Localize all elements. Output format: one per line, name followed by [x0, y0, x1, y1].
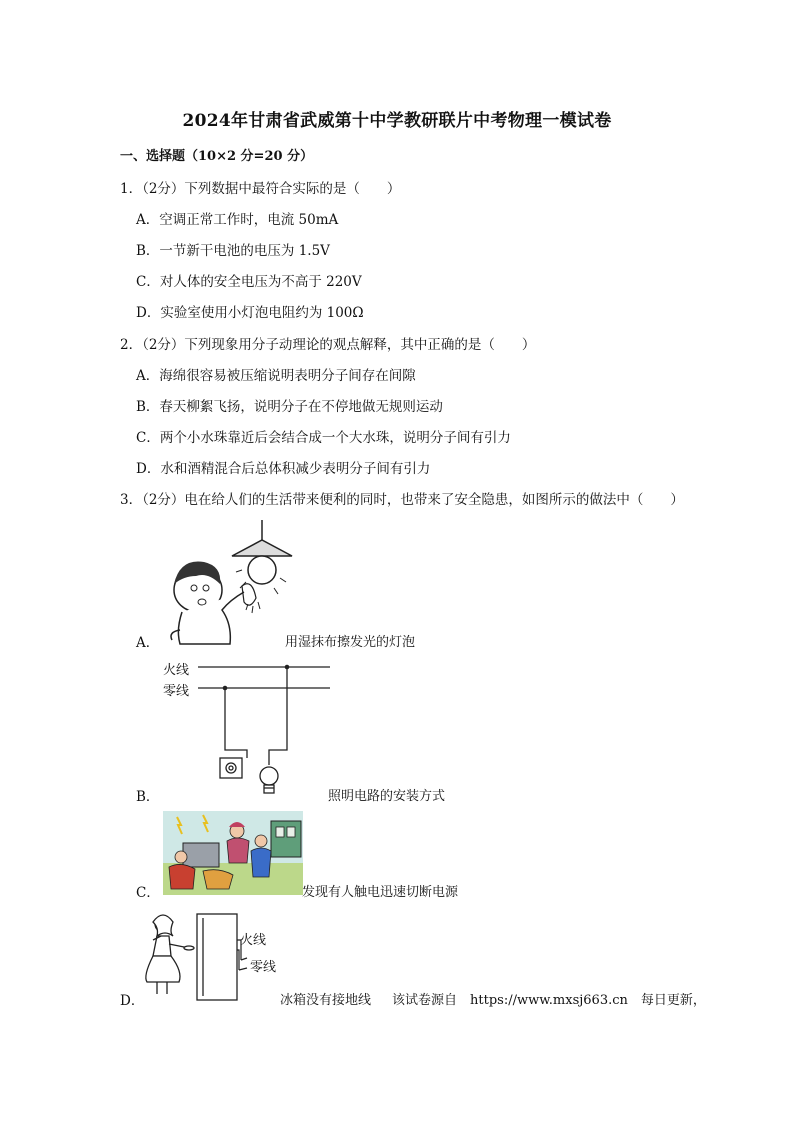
question-2-option-d: D．水和酒精混合后总体积减少表明分子间有引力	[136, 461, 431, 477]
question-3-option-b-letter: B．	[136, 789, 160, 805]
question-3-option-b-caption: 照明电路的安装方式	[328, 789, 446, 804]
question-3-option-d-caption: 冰箱没有接地线	[280, 993, 372, 1008]
question-3-option-c-letter: C．	[136, 885, 160, 901]
question-2-option-c: C．两个小水珠靠近后会结合成一个大水珠，说明分子间有引力	[136, 430, 511, 446]
page-title: 2024年甘肃省武威第十中学教研联片中考物理一模试卷	[182, 111, 612, 131]
wet-cloth-bulb-illustration	[160, 520, 290, 645]
question-3-option-a-caption: 用湿抹布擦发光的灯泡	[285, 635, 416, 650]
power-cutoff-rescue-illustration	[163, 811, 303, 895]
question-2-stem: 2．（2分）下列现象用分子动理论的观点解释，其中正确的是（ ）	[120, 337, 536, 353]
lighting-circuit-diagram	[195, 660, 335, 800]
question-3-option-d-letter: D．	[120, 993, 145, 1009]
neutral-wire-label: 零线	[163, 684, 190, 699]
live-wire-label: 火线	[163, 663, 190, 678]
question-1-option-d: D．实验室使用小灯泡电阻约为 100Ω	[136, 305, 364, 321]
question-2-option-a: A．海绵很容易被压缩说明表明分子间存在间隙	[136, 368, 416, 384]
question-1-stem: 1．（2分）下列数据中最符合实际的是（ ）	[120, 181, 401, 197]
fridge-neutral-wire-label: 零线	[250, 960, 277, 975]
fridge-live-wire-label: 火线	[240, 933, 267, 948]
section-heading: 一、选择题（10×2 分=20 分）	[120, 149, 314, 164]
question-3-option-c-caption: 发现有人触电迅速切断电源	[302, 885, 459, 900]
question-3-stem: 3．（2分）电在给人们的生活带来便利的同时，也带来了安全隐患，如图所示的做法中（ ）	[120, 492, 684, 508]
question-3-option-a-letter: A．	[136, 635, 160, 651]
question-2-option-b: B．春天柳絮飞扬，说明分子在不停地做无规则运动	[136, 399, 443, 415]
question-1-option-a: A．空调正常工作时，电流 50mA	[136, 212, 339, 228]
question-1-option-b: B．一节新干电池的电压为 1.5V	[136, 243, 330, 259]
question-1-option-c: C．对人体的安全电压为不高于 220V	[136, 274, 362, 290]
watermark-footer-text: 该试卷源自 https://www.mxsj663.cn 每日更新，	[392, 993, 706, 1008]
